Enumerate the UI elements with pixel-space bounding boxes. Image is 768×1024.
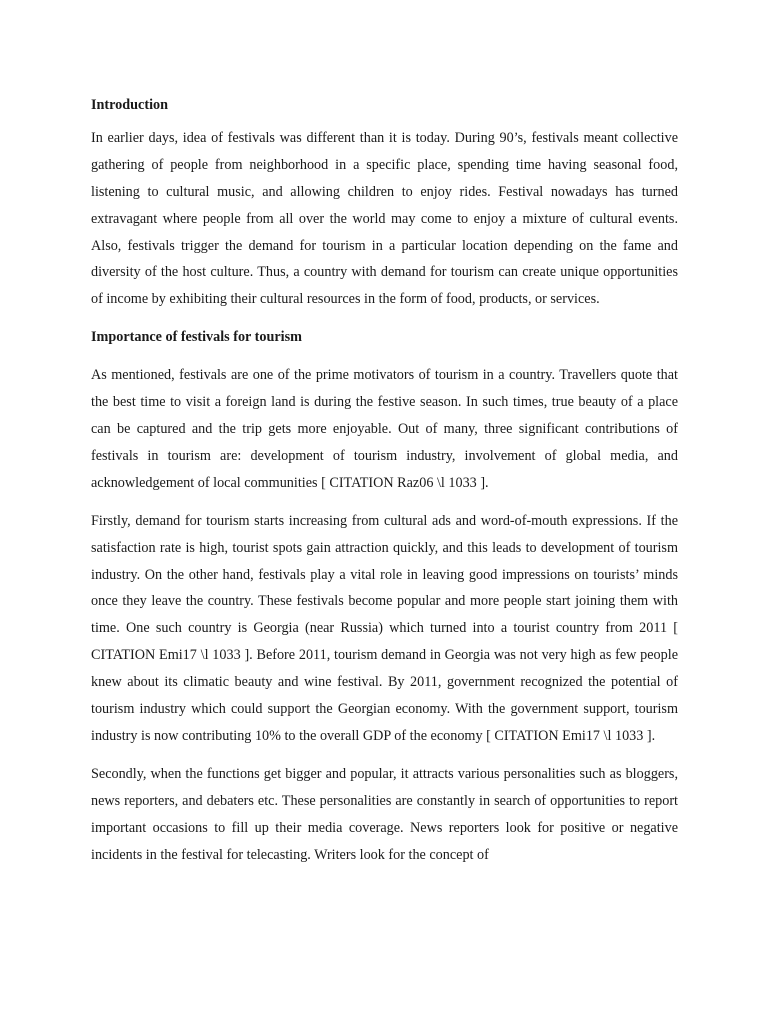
heading-importance-of-festivals: Importance of festivals for tourism — [91, 329, 302, 346]
paragraph-as-mentioned: As mentioned, festivals are one of the prime motivators of tourism in a country. Travellers quote that the best time to visit a foreign land is during the festive season. In such times, true beauty of a place can be captured and the trip gets more enjoyable. Out of many, three significant contributions of festivals in tourism are: development of tourism industry, involvement of global media, and acknowledgement of local communities [ CITATION Raz06 \l 1033 ]. — [91, 367, 678, 491]
paragraph-secondly: Secondly, when the functions get bigger and popular, it attracts various personalities such as bloggers, news reporters, and debaters etc. These personalities are constantly in search of opportunities to report important occasions to fill up their media coverage. News reporters look for positive or negative incidents in the festival for telecasting. Writers look for the concept of — [91, 765, 678, 863]
heading-introduction: Introduction — [91, 97, 168, 113]
paragraph-firstly: Firstly, demand for tourism starts increasing from cultural ads and word-of-mouth expressions. If the satisfaction rate is high, tourist spots gain attraction quickly, and this leads to development of tourism industry. On the other hand, festivals play a vital role in leaving good impressions on tourists’ minds once they leave the country. These festivals become popular and more people start joining them with time. One such country is Georgia (near Russia) which turned into a tourist country from 2011 [ CITATION Emi17 \l 1033 ]. Before 2011, tourism demand in Georgia was not very high as few people knew about its climatic beauty and wine festival. By 2011, government recognized the potential of tourism industry which could support the Georgian economy. With the government support, tourism industry is now contributing 10% to the overall GDP of the economy [ CITATION Emi17 \l 1033 ]. — [91, 512, 678, 744]
document-body — [91, 92, 678, 879]
paragraph-introduction: In earlier days, idea of festivals was different than it is today. During 90’s, festivals meant collective gathering of people from neighborhood in a specific place, spending time having seasonal food, listening to cultural music, and allowing children to enjoy rides. Festival nowadays has turned extravagant where people from all over the world may come to enjoy a mixture of cultural events. Also, festivals trigger the demand for tourism in a particular location depending on the fame and diversity of the host culture. Thus, a country with demand for tourism can create unique opportunities of income by exhibiting their cultural resources in the form of food, products, or services. — [91, 129, 678, 308]
